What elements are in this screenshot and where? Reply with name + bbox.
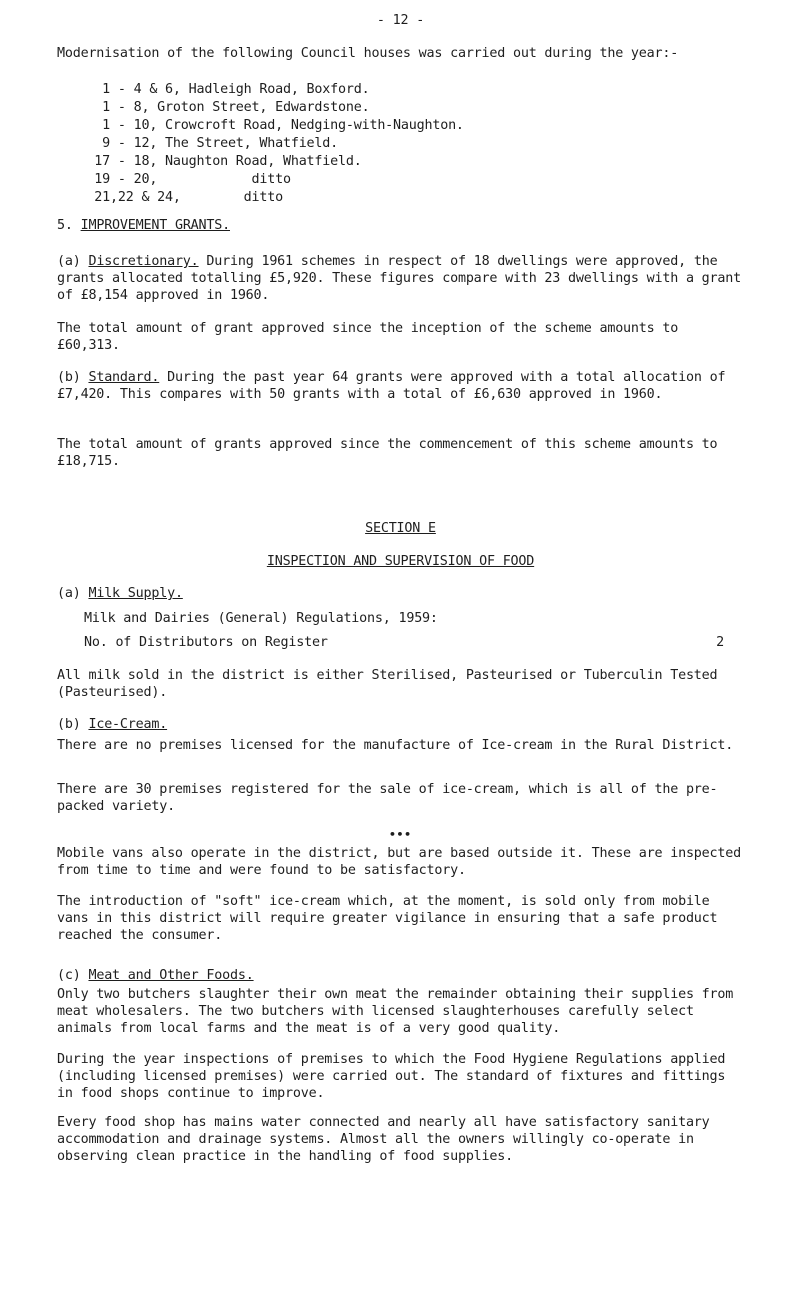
ice-cream-paragraph-3: Mobile vans also operate in the district, but are based outside it. These are inspected from time to time and were found to be satisfactory. (57, 846, 741, 878)
meat-paragraph-3: Every food shop has mains water connected and nearly all have satisfactory sanitary accommodation and drainage systems. Almost all the owners willingly co-operate in observing clean practice in the handling of food supplies. (57, 1115, 710, 1164)
distributors-value: 2 (716, 635, 724, 650)
meat-heading: (c) Meat and Other Foods. (57, 968, 254, 983)
list-item: 1 - 4 & 6, Hadleigh Road, Boxford. (102, 82, 370, 97)
milk-supply-heading: (a) Milk Supply. (57, 586, 183, 601)
separator: ••• (389, 828, 412, 841)
list-item: 17 - 18, Naughton Road, Whatfield. (94, 154, 362, 169)
ice-cream-heading: (b) Ice-Cream. (57, 717, 168, 732)
meat-paragraph-2: During the year inspections of premises to which the Food Hygiene Regulations applied (including licensed premises) were carried out. The standard of fixtures and fittings in food shops continue to improve. (57, 1052, 726, 1101)
page-number: - 12 - (376, 13, 425, 28)
houses-list (84, 81, 464, 207)
distributors-label: No. of Distributors on Register (84, 635, 328, 650)
section-e-subtitle: INSPECTION AND SUPERVISION OF FOOD (266, 554, 535, 569)
ice-cream-paragraph-4: The introduction of "soft" ice-cream which, at the moment, is sold only from mobile vans in this district will require greater vigilance in ensuring that a safe product reached the consumer. (57, 894, 718, 943)
discretionary-paragraph: (a) Discretionary. During 1961 schemes in respect of 18 dwellings were approved, the grants allocated totalling £5,920. These figures compare with 23 dwellings with a grant of £8,154 approved in 1960. (57, 254, 741, 303)
distributors-row (84, 634, 724, 651)
milk-text: All milk sold in the district is either Sterilised, Pasteurised or Tuberculin Tested (Pasteurised). (57, 668, 718, 700)
section-5-heading: 5. IMPROVEMENT GRANTS. (57, 218, 230, 233)
list-item: 1 - 10, Crowcroft Road, Nedging-with-Naughton. (102, 118, 464, 133)
milk-regulations: Milk and Dairies (General) Regulations, 1959: (84, 611, 438, 626)
list-item: 19 - 20, ditto (94, 172, 291, 187)
discretionary-total: The total amount of grant approved since the inception of the scheme amounts to £60,313. (57, 321, 679, 353)
list-item: 21,22 & 24, ditto (94, 190, 283, 205)
standard-paragraph: (b) Standard. During the past year 64 grants were approved with a total allocation of £7,420. This compares with 50 grants with a total of £6,630 approved in 1960. (57, 370, 726, 402)
standard-total: The total amount of grants approved since the commencement of this scheme amounts to £18,715. (57, 437, 718, 469)
list-item: 1 - 8, Groton Street, Edwardstone. (102, 100, 370, 115)
ice-cream-paragraph-1: There are no premises licensed for the manufacture of Ice-cream in the Rural District. (57, 738, 734, 753)
section-e-title: SECTION E (365, 521, 436, 536)
ice-cream-paragraph-2: There are 30 premises registered for the sale of ice-cream, which is all of the pre-packed variety. (57, 782, 718, 814)
list-item: 9 - 12, The Street, Whatfield. (102, 136, 339, 151)
meat-paragraph-1: Only two butchers slaughter their own meat the remainder obtaining their supplies from meat wholesalers. The two butchers with licensed slaughterhouses carefully select animals from local farms and the meat is of a very good quality. (57, 987, 734, 1036)
intro-text: Modernisation of the following Council houses was carried out during the year:- (57, 46, 679, 61)
